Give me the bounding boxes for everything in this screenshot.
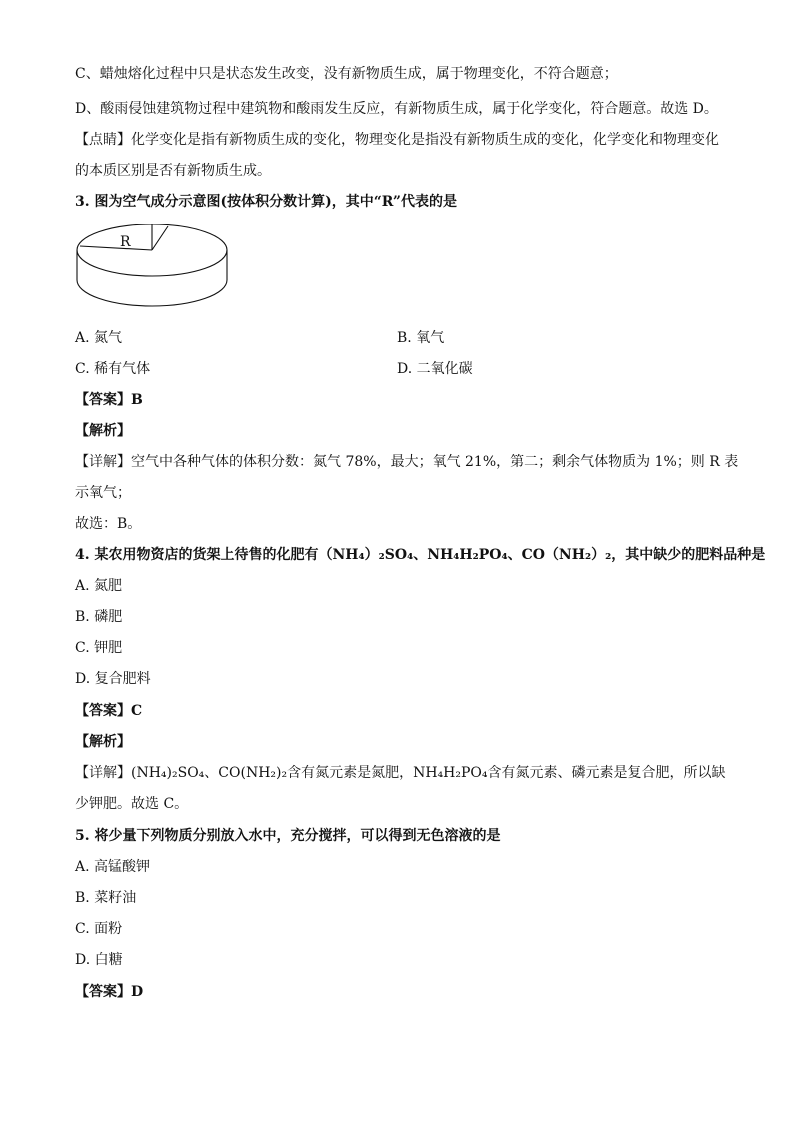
disc-side <box>77 250 227 306</box>
text-line: D、酸雨侵蚀建筑物过程中建筑物和酸雨发生反应，有新物质生成，属于化学变化，符合题意。故选 D。 <box>75 101 718 117</box>
answer-label: 【答案】C <box>75 703 143 719</box>
option-c: C. 钾肥 <box>75 640 123 656</box>
air-composition-disc-figure <box>76 224 228 310</box>
option-a: A. 高锰酸钾 <box>75 859 151 875</box>
radius-right <box>152 226 168 250</box>
disc-label-r: R <box>120 234 131 250</box>
option-d: D. 二氧化碳 <box>397 361 473 377</box>
question-4: 4. 某农用物资店的货架上待售的化肥有（NH₄）₂SO₄、NH₄H₂PO₄、CO（NH₂）₂，其中缺少的肥料品种是 <box>75 547 766 563</box>
option-b: B. 氧气 <box>397 330 445 346</box>
answer-label: 【答案】B <box>75 392 143 408</box>
question-5: 5. 将少量下列物质分别放入水中，充分搅拌，可以得到无色溶液的是 <box>75 828 501 844</box>
option-a: A. 氮肥 <box>75 578 123 594</box>
detail-line: 故选：B。 <box>75 516 142 532</box>
analysis-label: 【解析】 <box>75 423 131 439</box>
answer-label: 【答案】D <box>75 984 144 1000</box>
detail-line: 示氧气； <box>75 485 131 501</box>
text-line: C、蜡烛熔化过程中只是状态发生改变，没有新物质生成，属于物理变化，不符合题意； <box>75 66 618 82</box>
option-b: B. 菜籽油 <box>75 890 137 906</box>
option-c: C. 面粉 <box>75 921 123 937</box>
option-d: D. 复合肥料 <box>75 671 151 687</box>
text-line: 的本质区别是否有新物质生成。 <box>75 163 271 179</box>
detail-line: 少钾肥。故选 C。 <box>75 796 189 812</box>
analysis-label: 【解析】 <box>75 734 131 750</box>
option-a: A. 氮气 <box>75 330 123 346</box>
radius-left <box>80 246 152 250</box>
tip-line: 【点睛】化学变化是指有新物质生成的变化，物理变化是指没有新物质生成的变化，化学变化和物理变化 <box>75 132 719 148</box>
option-c: C. 稀有气体 <box>75 361 151 377</box>
option-b: B. 磷肥 <box>75 609 123 625</box>
detail-line: 【详解】空气中各种气体的体积分数：氮气 78%，最大；氧气 21%，第二；剩余气体物质为 1%；则 R 表 <box>75 454 739 470</box>
detail-line: 【详解】(NH₄)₂SO₄、CO(NH₂)₂含有氮元素是氮肥，NH₄H₂PO₄含有氮元素、磷元素是复合肥，所以缺 <box>75 765 726 781</box>
question-3: 3. 图为空气成分示意图(按体积分数计算)，其中“R”代表的是 <box>75 194 457 210</box>
option-d: D. 白糖 <box>75 952 123 968</box>
